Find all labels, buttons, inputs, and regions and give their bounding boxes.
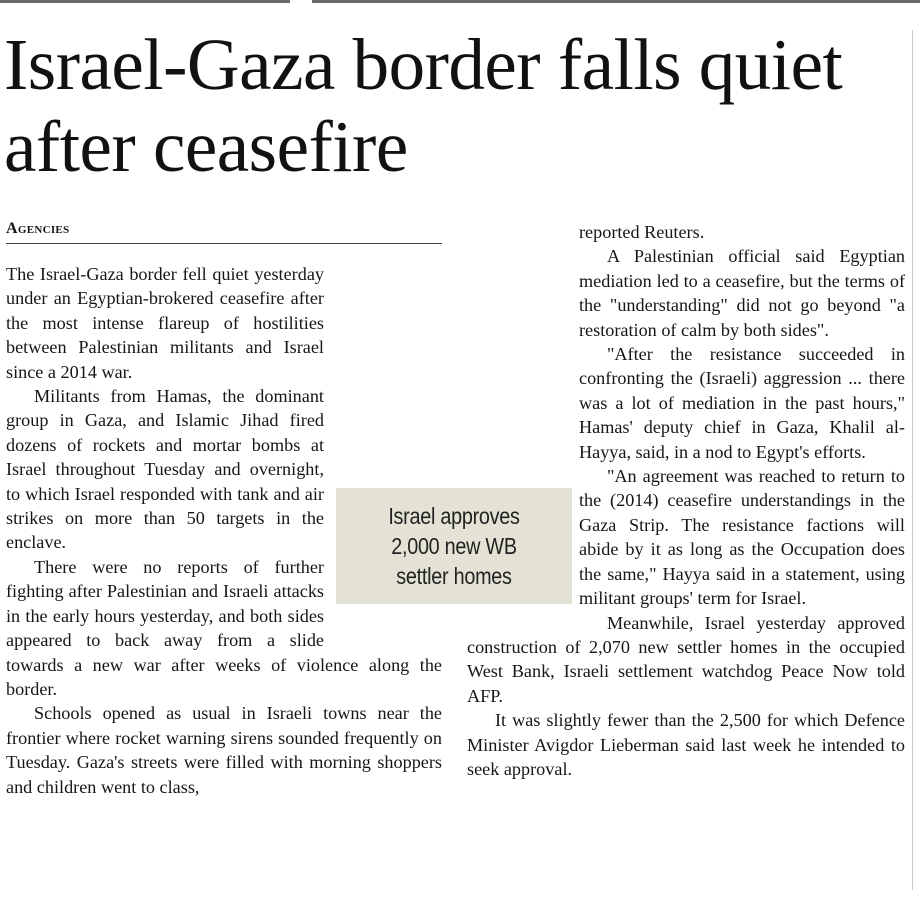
paragraph: reported Reuters. xyxy=(579,222,705,242)
top-rule-right xyxy=(312,0,920,3)
column-rule xyxy=(912,30,913,890)
paragraph: Militants from Hamas, the dominant group in Gaza, and Islamic Jihad fired dozens of rockets and mortar bombs at Israel throughout Tuesday and overnight, to which Israel responded with tank and air strikes on more than 50 targets in the enclave. xyxy=(6,386,324,553)
paragraph: "An agreement was reached to return to the (2014) ceasefire understandings in the Gaza Strip. The resistance factions will abide by it as long as the Occupation does the same," Hayya said in a statement, using militant groups' term for Israel. xyxy=(579,466,905,609)
paragraph: A Palestinian official said Egyptian mediation led to a ceasefire, but the terms of the "understanding" did not go beyond "a restoration of calm by both sides". xyxy=(579,246,905,340)
paragraph: "After the resistance succeeded in confronting the (Israeli) aggression ... there was a lot of mediation in the past hours," Hamas' deputy chief in Gaza, Khalil al-Hayya, said, in a nod to Egypt's efforts. xyxy=(579,344,905,462)
paragraph: It was slightly fewer than the 2,500 for which Defence Minister Avigdor Lieberman said last week he intended to seek approval. xyxy=(467,710,905,779)
headline: Israel-Gaza border falls quiet after ceasefire xyxy=(4,24,843,187)
paragraph: Schools opened as usual in Israeli towns near the frontier where rocket warning sirens sounded frequently on Tuesday. Gaza's streets were filled with morning shoppers and children went to class, xyxy=(6,703,442,797)
top-rule-left xyxy=(0,0,290,3)
paragraph: There were no reports of further fighting after Palestinian and Israeli attacks in the early hours yesterday, and both sides appeared to back away from a slide towards a new war after weeks of violence along the border. xyxy=(6,556,442,699)
paragraph: Meanwhile, Israel yesterday approved construction of 2,070 new settler homes in the occupied West Bank, Israeli settlement watchdog Peace Now told AFP. xyxy=(467,612,905,706)
pullquote-text: Israel approves 2,000 new WB settler homes xyxy=(388,503,520,589)
paragraph: The Israel-Gaza border fell quiet yesterday under an Egyptian-brokered ceasefire after the most intense flareup of hostilities between Palestinian militants and Israel since a 2014 war. xyxy=(6,264,324,382)
pullquote-box xyxy=(336,488,572,604)
byline: Agencies xyxy=(6,220,442,244)
